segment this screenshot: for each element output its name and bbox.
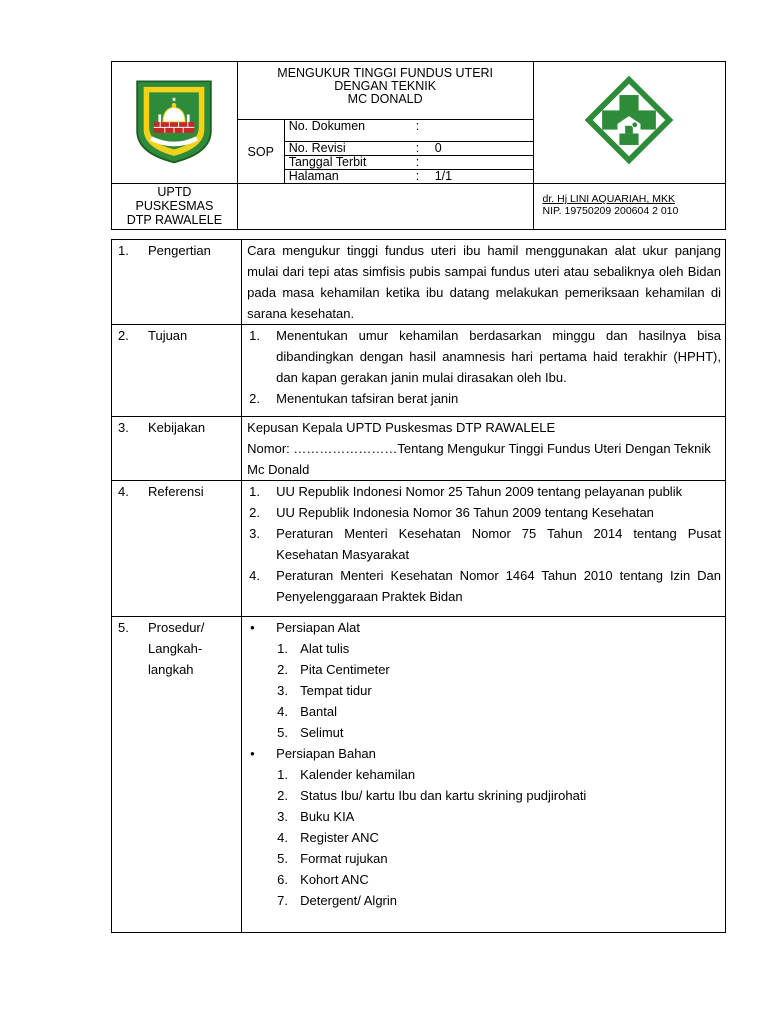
doc-info-row-revisi xyxy=(285,142,533,156)
list-item: 7. Detergent/ Algrin xyxy=(277,893,397,908)
doc-info-value: 0 xyxy=(434,141,442,155)
list-item-text: Kalender kehamilan xyxy=(300,767,416,782)
list-item-text: Pita Centimeter xyxy=(300,662,390,677)
list-item-text: Alat tulis xyxy=(300,641,350,656)
doc-info-label: Halaman xyxy=(288,169,339,183)
persiapan-alat-list xyxy=(252,638,721,743)
unit-line-1: UPTD xyxy=(157,185,192,199)
section-label xyxy=(148,617,236,680)
list-item-text: Menentukan tafsiran berat janin xyxy=(276,391,459,406)
unit-line-3: DTP RAWALELE xyxy=(126,213,223,227)
section-label: Pengertian xyxy=(148,243,211,258)
persiapan-bahan-list xyxy=(252,764,721,911)
list-item-text: UU Republik Indonesi Nomor 25 Tahun 2009 tentang pelayanan publik xyxy=(276,484,683,499)
section-label: Tujuan xyxy=(148,328,188,343)
list-item: 5. Selimut xyxy=(277,725,344,740)
list-item-text: Buku KIA xyxy=(300,809,355,824)
list-item-text: Detergent/ Algrin xyxy=(300,893,397,908)
section-row-prosedur xyxy=(112,617,726,933)
prosedur-group: • Persiapan Bahan xyxy=(250,746,376,761)
list-item-text: Peraturan Menteri Kesehatan Nomor 75 Tahun 2014 tentang Pusat Kesehatan Masyarakat xyxy=(276,526,721,562)
sop-header-table xyxy=(111,61,726,230)
list-item: 1. UU Republik Indonesi Nomor 25 Tahun 2009 tentang pelayanan publik xyxy=(249,484,683,499)
list-item-text: Bantal xyxy=(300,704,338,719)
section-label-cell xyxy=(112,240,242,325)
list-item-text: Kohort ANC xyxy=(300,872,369,887)
list-item-text: Tempat tidur xyxy=(300,683,372,698)
section-row-pengertian xyxy=(112,240,726,325)
section-content-cell xyxy=(242,240,726,325)
section-content-cell xyxy=(242,481,726,617)
sop-title-cell xyxy=(237,62,533,120)
section-number: 2. xyxy=(118,328,129,343)
doc-info-label: No. Revisi xyxy=(288,141,346,155)
section-label: Kebijakan xyxy=(148,420,206,435)
list-item: 1. Menentukan umur kehamilan berdasarkan minggu dan hasilnya bisa dibandingkan dengan hasil anamnesis hari pertama haid terakhir (HPHT), dan kapan gerakan janin mulai dirasakan oleh Ibu. xyxy=(249,328,721,385)
unit-name-cell xyxy=(112,184,238,230)
section-row-tujuan xyxy=(112,325,726,417)
sop-content-table xyxy=(111,239,726,933)
section-row-referensi xyxy=(112,481,726,617)
document-info-cell xyxy=(284,120,533,184)
list-item: 5. Format rujukan xyxy=(277,851,388,866)
list-item: 3. Tempat tidur xyxy=(277,683,372,698)
list-item: 2. Menentukan tafsiran berat janin xyxy=(249,391,459,406)
list-item-text: Menentukan umur kehamilan berdasarkan minggu dan hasilnya bisa dibandingkan dengan hasil anamnesis hari pertama haid terakhir (HPHT), dan kapan gerakan janin mulai dirasakan oleh Ibu. xyxy=(276,328,721,385)
section-label-cell xyxy=(112,325,242,417)
list-item: 1. Kalender kehamilan xyxy=(277,767,416,782)
blank-cell xyxy=(237,184,533,230)
doc-info-label: No. Dokumen xyxy=(288,119,366,133)
list-item: 2. UU Republik Indonesia Nomor 36 Tahun 2009 tentang Kesehatan xyxy=(249,505,654,520)
doc-info-colon: : xyxy=(415,141,420,155)
section-content-cell xyxy=(242,325,726,417)
section-content-cell xyxy=(242,417,726,481)
section-label-cell xyxy=(112,617,242,933)
svg-text:★: ★ xyxy=(171,95,178,104)
sop-title-line-1: MENGUKUR TINGGI FUNDUS UTERI xyxy=(277,66,494,80)
section-row-kebijakan xyxy=(112,417,726,481)
sop-title-line-2: DENGAN TEKNIK xyxy=(334,79,437,93)
prosedur-list xyxy=(247,617,721,638)
sop-title-line-3: MC DONALD xyxy=(347,92,423,106)
list-item: 2. Status Ibu/ kartu Ibu dan kartu skrining pudjirohati xyxy=(277,788,587,803)
list-item-text: Peraturan Menteri Kesehatan Nomor 1464 Tahun 2010 tentang Izin Dan Penyelenggaraan Praktek Bidan xyxy=(276,568,721,604)
list-item-text: Register ANC xyxy=(300,830,379,845)
unit-line-2: PUSKESMAS xyxy=(135,199,214,213)
section-label-cell xyxy=(112,417,242,481)
kebijakan-line-2: Nomor: ……………………Tentang Mengukur Tinggi Fundus Uteri Dengan Teknik Mc Donald xyxy=(247,441,711,477)
pengertian-text: Cara mengukur tinggi fundus uteri ibu hamil menggunakan alat ukur panjang mulai dari tepi atas simfisis pubis sampai fundus uteri atau sebaliknya oleh Bidan pada masa kehamilan ketika ibu datang melakukan pemeriksaan kehamilan di sarana kesehatan. xyxy=(247,243,721,321)
tujuan-list xyxy=(247,325,721,409)
left-logo-cell xyxy=(112,62,238,184)
list-item: 4. Peraturan Menteri Kesehatan Nomor 1464 Tahun 2010 tentang Izin Dan Penyelenggaraan Praktek Bidan xyxy=(249,568,721,604)
list-item-text: Selimut xyxy=(300,725,344,740)
list-item: 2. Pita Centimeter xyxy=(277,662,390,677)
section-label-cell xyxy=(112,481,242,617)
list-item: 1. Alat tulis xyxy=(277,641,350,656)
doc-info-label: Tanggal Terbit xyxy=(288,155,367,169)
section-label-line: Prosedur/ xyxy=(148,620,205,635)
prosedur-group-title: Persiapan Alat xyxy=(276,620,360,635)
section-label-line: langkah xyxy=(148,662,194,677)
regency-emblem-icon xyxy=(128,74,220,166)
section-number: 1. xyxy=(118,243,129,258)
kebijakan-line-1: Kepusan Kepala UPTD Puskesmas DTP RAWALELE xyxy=(247,420,556,435)
list-item: 3. Buku KIA xyxy=(277,809,355,824)
signatory-cell xyxy=(533,184,725,230)
list-item: 4. Register ANC xyxy=(277,830,379,845)
list-item-text: Status Ibu/ kartu Ibu dan kartu skrining pudjirohati xyxy=(300,788,587,803)
list-item-text: UU Republik Indonesia Nomor 36 Tahun 2009 tentang Kesehatan xyxy=(276,505,654,520)
section-content-cell xyxy=(242,617,726,933)
doc-info-value: 1/1 xyxy=(434,169,453,183)
prosedur-group: • Persiapan Alat xyxy=(250,620,360,635)
section-label: Referensi xyxy=(148,484,204,499)
list-item-text: Format rujukan xyxy=(300,851,388,866)
list-item: 3. Peraturan Menteri Kesehatan Nomor 75 Tahun 2014 tentang Pusat Kesehatan Masyarakat xyxy=(249,526,721,562)
sop-label-cell: SOP xyxy=(237,120,284,184)
puskesmas-cross-icon xyxy=(581,72,677,168)
section-number: 5. xyxy=(118,620,129,635)
prosedur-group-title: Persiapan Bahan xyxy=(276,746,376,761)
list-item: 6. Kohort ANC xyxy=(277,872,369,887)
section-number: 4. xyxy=(118,484,129,499)
list-item: 4. Bantal xyxy=(277,704,338,719)
signatory-nip: NIP. 19750209 200604 2 010 xyxy=(542,205,679,217)
doc-info-colon: : xyxy=(415,169,420,183)
section-label-line: Langkah- xyxy=(148,641,203,656)
referensi-list xyxy=(247,481,721,607)
doc-info-row-dokumen xyxy=(285,120,533,142)
section-number: 3. xyxy=(118,420,129,435)
doc-info-row-tanggal xyxy=(285,156,533,170)
doc-info-row-halaman xyxy=(285,170,533,183)
right-logo-cell xyxy=(533,62,725,184)
doc-info-colon: : xyxy=(415,119,420,133)
signatory-name: dr. Hj LINI AQUARIAH, MKK xyxy=(542,193,675,205)
doc-info-colon: : xyxy=(415,155,420,169)
prosedur-list xyxy=(247,743,721,764)
